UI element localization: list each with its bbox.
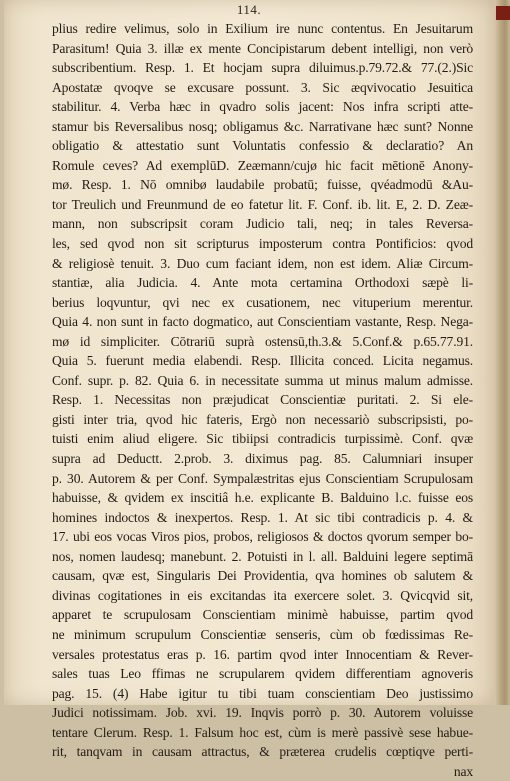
page-number: 114. <box>236 2 262 17</box>
text-line: homines indoctos & inexpertos. Resp. 1. At sic tibi contradicis p. 4. & <box>52 509 473 525</box>
text-line: gisti inter tria, qvod hic fateris, Ergò non necessariò subscripsisti, po- <box>52 411 473 427</box>
text-line: Judici notissimam. Job. xvi. 19. Inqvis porrò p. 30. Autorem voluisse <box>52 705 473 721</box>
text-line: stamur bis Reversalibus nosq; obligamus &c. Narrativane hæc sunt? Nonne <box>52 118 473 134</box>
text-line: apparet te scrupulosam Conscientiam minimè habuisse, partim qvod <box>52 607 473 623</box>
text-line: obligatio & attestatio sunt Voluntatis confessio & declaratio? An <box>52 138 473 154</box>
text-line: divinas cogitationes in eis excitandas ita exercere solet. 3. Qvicqvid sit, <box>52 587 473 603</box>
text-line: berius loqvuntur, qvi nec ex cusationem, nec vituperium merentur. <box>52 294 473 310</box>
text-line: nos, nomen laudesq; manebunt. 2. Potuisti in l. all. Balduini legere septimā <box>52 548 473 564</box>
text-line: rit, tanqvam in causam attractus, & præterea crudelis cœptiqve perti- <box>52 744 473 760</box>
text-line: Romule ceves? Ad exemplūD. Zeæmann/cujø hic facit mētionē Anony- <box>52 157 473 173</box>
text-line: mø id simpliciter. Cōtrariū suprà ostensū,th.3.& 5.Conf.& p.65.77.91. <box>52 333 473 349</box>
text-line: pag. 15. (4) Habe igitur tu tibi tuam conscientiam Deo justissimo <box>52 685 473 701</box>
text-line: supra ad Deductt. 2.prob. 3. diximus pag. 85. Calumniari insuper <box>52 451 473 467</box>
text-line: versales protestatus eras p. 16. partim qvod inter Innocentiam & Rever- <box>52 646 473 662</box>
bookmark-tab <box>496 6 510 20</box>
text-line: Quia 5. fuerunt media elabendi. Resp. Illicita conced. Licita negamus. <box>52 353 473 369</box>
text-line: stabilitur. 4. Verba hæc in qvadro solis jacent: Nos infra scripti atte- <box>52 99 473 115</box>
text-line: Resp. 1. Necessitas non præjudicat Conscientiæ puritati. 2. Si ele- <box>52 392 473 408</box>
text-line: 17. ubi eos vocas Viros pios, probos, religiosos & doctos qvorum semper bo- <box>52 529 473 545</box>
text-line: tuisti enim aliud eligere. Sic tibiipsi contradicis turpissimè. Conf. qvæ <box>52 431 473 447</box>
text-line: sales tuas Leo ffimas ne scrupularem qvidem differentiam agnoveris <box>52 666 473 682</box>
text-line: les, sed qvod non sit scripturus imposterum contra Pontificios: qvod <box>52 236 473 252</box>
text-line: mann, non subscripsit coram Judicio tali, neq; in tales Reversa- <box>52 216 473 232</box>
text-line: Apostatæ qvoqve se excusare possunt. 3. Sic æqvivocatio Jesuitica <box>52 79 473 95</box>
text-line: & religiosè tenuit. 3. Duo cum faciant idem, non est idem. Aliæ Circum- <box>52 255 473 271</box>
text-line: habuisse, & qvidem ex inscitiâ h.e. explicante B. Balduino l.c. fuisse eos <box>52 490 473 506</box>
body-text <box>52 19 473 781</box>
text-line: subscribentium. Resp. 1. Et hocjam supra diluimus.p.79.72.& 77.(2.)Sic <box>52 60 473 76</box>
book-page <box>4 0 494 779</box>
text-line: stantiæ, alia Judicia. 4. Ante mota certamina Orthodoxi sæpè li- <box>52 275 473 291</box>
text-line: mø. Resp. 1. Nō omnibø laudabile probatū; fuisse, qvéadmodū &Au- <box>52 177 473 193</box>
text-line: plius redire velimus, solo in Exilium ire nunc contentus. En Jesuitarum <box>52 21 473 36</box>
text-line: p. 30. Autorem & per Conf. Sympalæstritas ejus Conscientiam Scrupulosam <box>52 470 473 486</box>
text-line: causam, qvæ est, Singularis Dei Providentia, qva homines ob salutem & <box>52 568 473 584</box>
text-line: nax <box>453 763 473 779</box>
book-edge <box>494 0 510 705</box>
text-line: ne minimum scrupulum Conscientiæ senseris, cùm ob fœdissimas Re- <box>52 626 473 642</box>
text-line: tentare Clerum. Resp. 1. Falsum hoc est, cùm is merè passivè sese habue- <box>52 724 473 740</box>
text-line: Conf. supr. p. 82. Quia 6. in necessitate summa ut minus malum admisse. <box>52 372 473 388</box>
text-line: tor Treulich und Freunmund de eo fatetur lit. F. Conf. ib. lit. E, 2. D. Zeæ- <box>52 196 473 212</box>
text-line: Quia 4. non sunt in facto dogmatico, aut Conscientiam vastante, Resp. Nega- <box>52 314 473 330</box>
text-line: Parasitum! Quia 3. illæ ex mente Concipistarum debent intelligi, non verò <box>52 40 473 56</box>
